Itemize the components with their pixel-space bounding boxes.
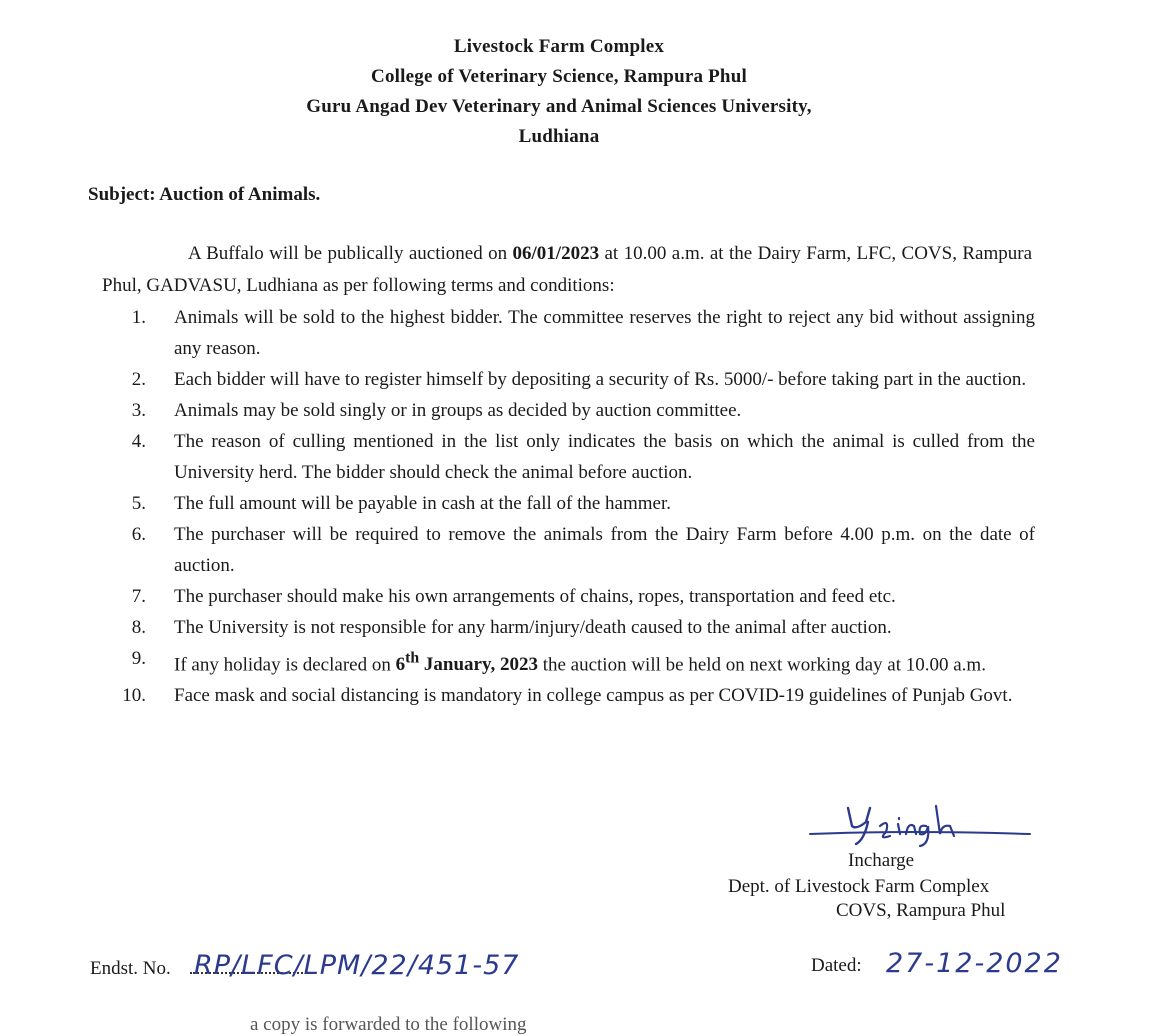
terms-list <box>100 302 1035 711</box>
term-text <box>174 650 986 676</box>
holiday-day: 6 <box>395 654 406 676</box>
term-text: The purchaser should make his own arrangements of chains, ropes, transportation and feed etc. <box>174 586 896 607</box>
endst-label: Endst. No. <box>90 958 171 979</box>
letterhead-line-2: College of Veterinary Science, Rampura Phul <box>371 66 747 87</box>
term-number: 8. <box>131 617 146 638</box>
term-number: 5. <box>131 493 146 514</box>
letterhead-line-1: Livestock Farm Complex <box>453 36 665 57</box>
term-number: 9. <box>131 648 146 669</box>
term-number: 2. <box>131 369 146 390</box>
term-text: The University is not responsible for any harm/injury/death caused to the animal after auction. <box>174 617 892 638</box>
dated-handwritten: 27-12-2022 <box>886 948 1063 979</box>
letterhead-line-3: Guru Angad Dev Veterinary and Animal Sciences University, <box>306 96 812 117</box>
term-item <box>100 302 1035 364</box>
term-item <box>100 519 1035 581</box>
handwritten-signature <box>808 800 1033 852</box>
term-number: 7. <box>131 586 146 607</box>
signature-block <box>700 800 1060 930</box>
term-item <box>100 395 1035 426</box>
term-text: The full amount will be payable in cash at the fall of the hammer. <box>174 493 672 514</box>
term-number: 1. <box>131 307 146 328</box>
term-item <box>100 364 1035 395</box>
term-item <box>100 643 1035 680</box>
endst-number-handwritten: RP/LFC/LPM/22/451-57 <box>194 950 520 981</box>
term-number: 10. <box>122 685 146 707</box>
term-text: The reason of culling mentioned in the list only indicates the basis on which the animal is culled from the University herd. The bidder should check the animal before auction. <box>174 431 1035 483</box>
term-item <box>100 488 1035 519</box>
signatory-department: Dept. of Livestock Farm Complex <box>728 876 990 897</box>
term-number: 4. <box>131 431 146 452</box>
term-text-pre: If any holiday is declared on <box>174 654 396 676</box>
holiday-month-year: January, 2023 <box>419 654 538 676</box>
intro-paragraph <box>102 238 1032 302</box>
term-item <box>100 612 1035 643</box>
holiday-date <box>395 650 538 676</box>
signatory-title: Incharge <box>848 850 915 871</box>
term-item <box>100 581 1035 612</box>
term-text: Animals will be sold to the highest bidder. The committee reserves the right to reject any bid without assigning any reason. <box>174 307 1035 359</box>
intro-text-2: at 10.00 a.m. at the Dairy Farm, LFC, COVS, Rampura Phul, GADVASU, Ludhiana as per following terms and conditions: <box>102 243 1033 296</box>
dated-label: Dated: <box>811 955 862 976</box>
term-text: Face mask and social distancing is mandatory in college campus as per COVID-19 guidelines of Punjab Govt. <box>174 685 1013 707</box>
term-text: The purchaser will be required to remove the animals from the Dairy Farm before 4.00 p.m. on the date of auction. <box>174 524 1035 576</box>
signatory-place: COVS, Rampura Phul <box>836 900 1006 921</box>
letterhead-line-4: Ludhiana <box>518 126 600 147</box>
term-item <box>100 426 1035 488</box>
letterhead <box>0 32 1118 152</box>
intro-text-1: A Buffalo will be publically auctioned on <box>188 243 513 264</box>
term-number: 6. <box>131 524 146 545</box>
term-text: Animals may be sold singly or in groups as decided by auction committee. <box>174 400 742 421</box>
subject-line: Subject: Auction of Animals. <box>88 184 321 205</box>
term-text-post: the auction will be held on next working day at 10.00 a.m. <box>537 654 986 676</box>
term-item <box>100 680 1035 711</box>
cutoff-text: a copy is forwarded to the following <box>250 1014 527 1035</box>
term-text: Each bidder will have to register himself by depositing a security of Rs. 5000/- before taking part in the auction. <box>174 369 1027 390</box>
term-number: 3. <box>131 400 146 421</box>
auction-date: 06/01/2023 <box>512 243 600 264</box>
holiday-day-suffix: th <box>405 650 420 667</box>
